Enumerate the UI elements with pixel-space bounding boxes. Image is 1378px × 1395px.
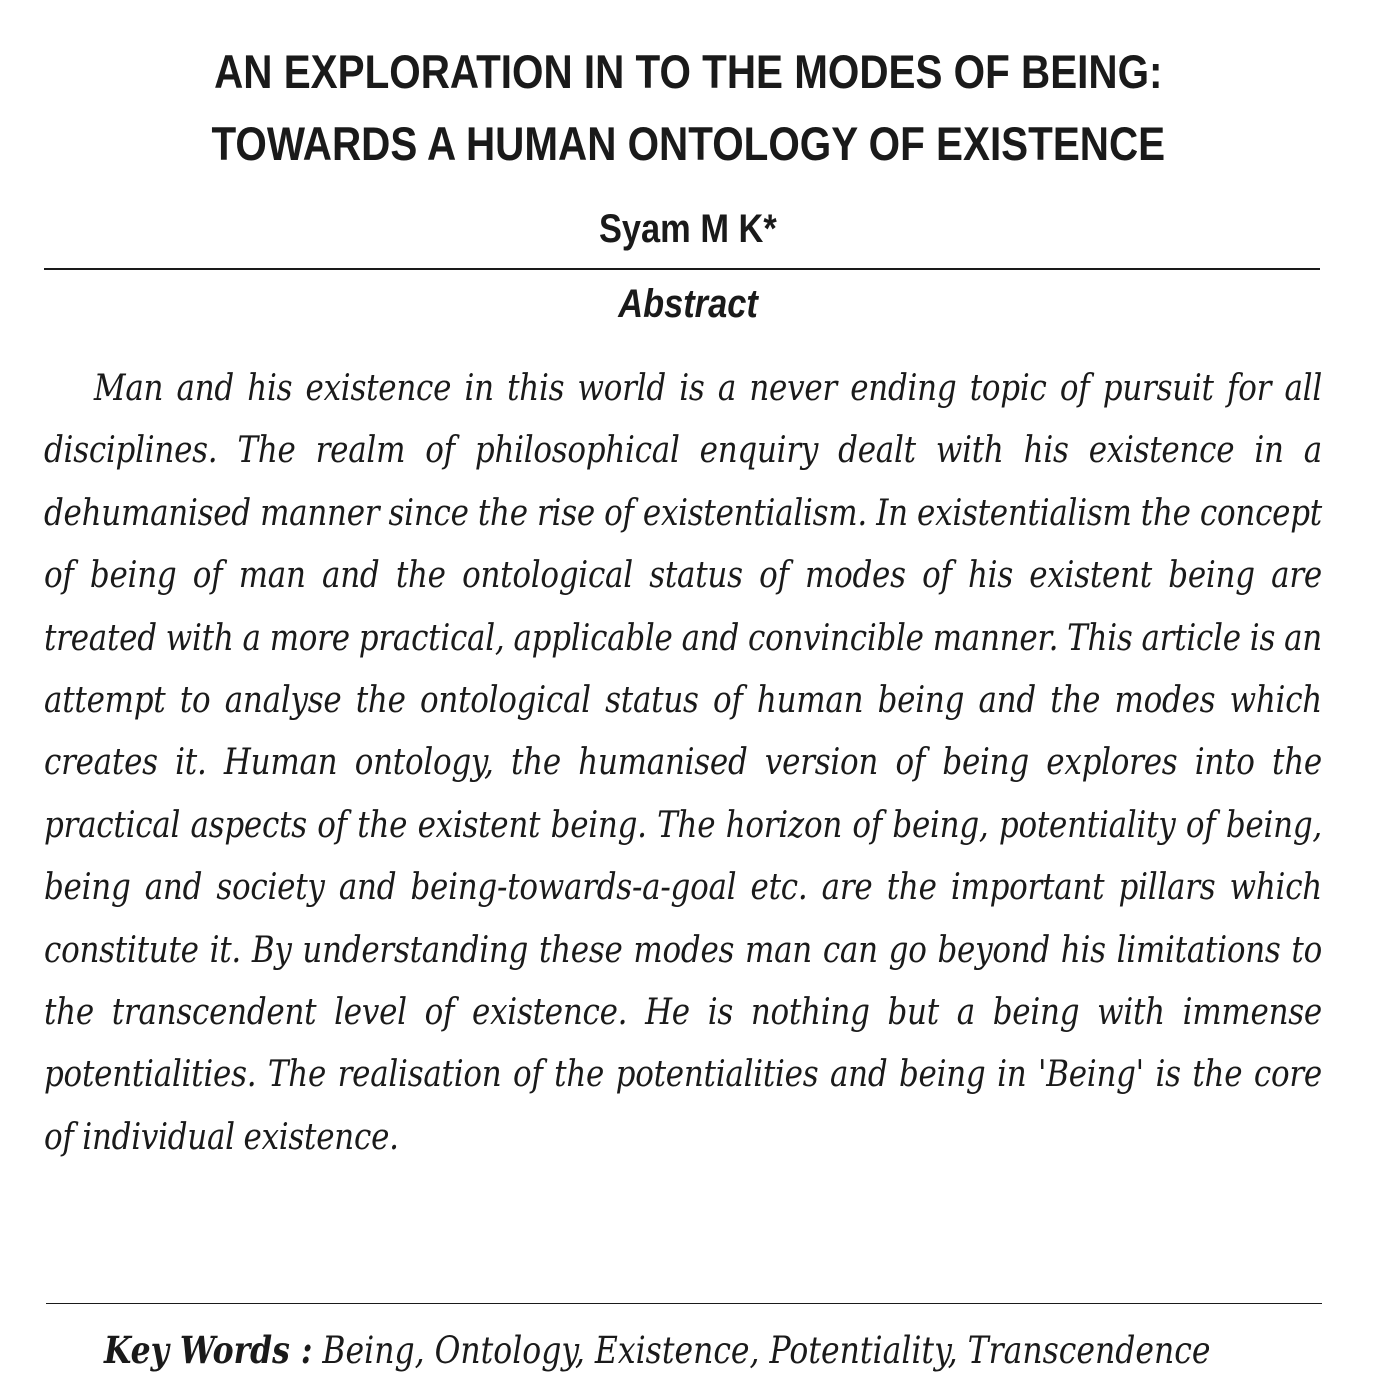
keywords-value: Being, Ontology, Existence, Potentiality, Transcendence: [322, 1329, 1211, 1372]
paper-title: [96, 36, 1281, 180]
keywords-line: [104, 1322, 1211, 1379]
bottom-divider: [46, 1303, 1322, 1304]
paper-title-line-2: TOWARDS A HUMAN ONTOLOGY OF EXISTENCE: [211, 117, 1166, 170]
abstract-heading: Abstract: [618, 282, 758, 326]
paper-title-line-1: AN EXPLORATION IN TO THE MODES OF BEING:: [214, 45, 1163, 98]
abstract-text: Man and his existence in this world is a never ending topic of pursuit for all disciplines. The realm of philosophical enquiry dealt with his existence in a dehumanised manner since the rise of existentialism. In existentialism the concept of being of man and the ontological status of modes of his existent being are treated with a more practical, applicable and convincible manner. This article is an attempt to analyse the ontological status of human being and the modes which creates it. Human ontology, the humanised version of being explores into the practical aspects of the existent being. The horizon of being, potentiality of being, being and society and being-towards-a-goal etc. are the important pillars which constitute it. By understanding these modes man can go beyond his limitations to the transcendent level of existence. He is nothing but a being with immense potentialities. The realisation of the potentialities and being in 'Being' is the core of individual existence.: [44, 368, 1322, 1158]
keywords-label: Key Words :: [104, 1328, 313, 1372]
top-divider: [44, 268, 1320, 270]
author-name: Syam M K*: [598, 207, 777, 251]
